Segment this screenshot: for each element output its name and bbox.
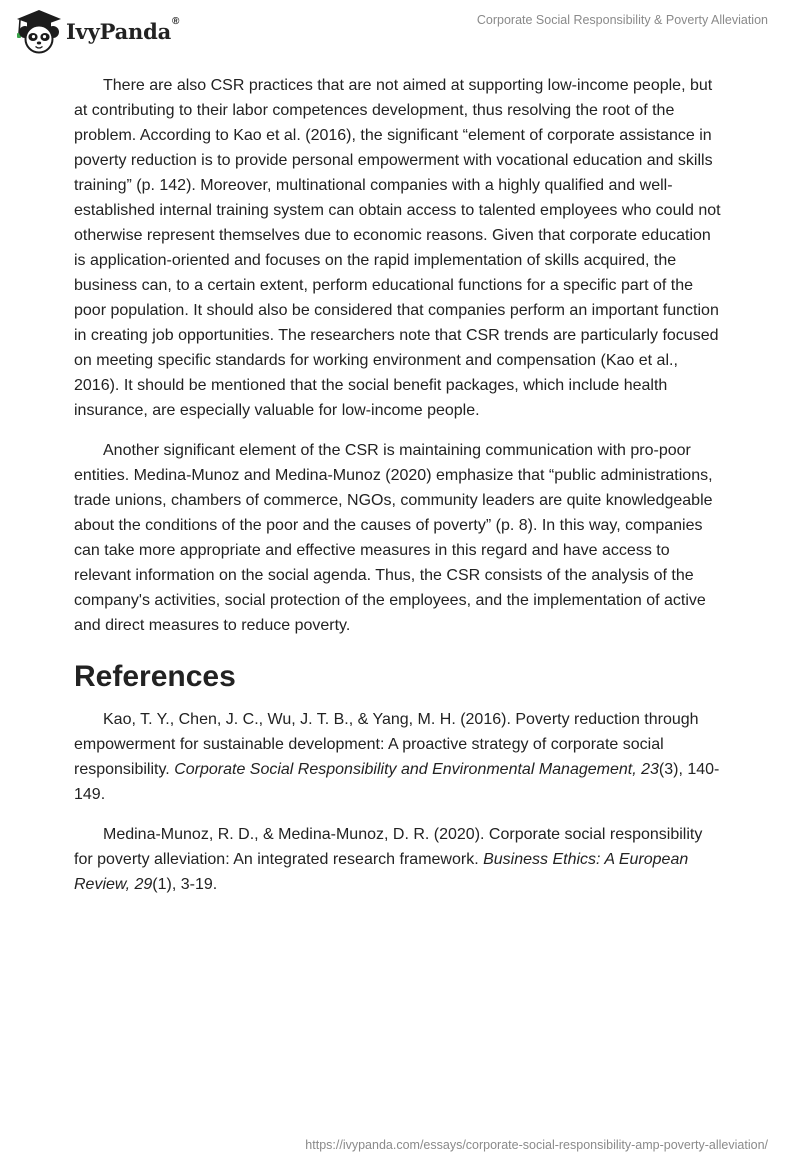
essay-content [74,73,724,912]
page-header [0,0,800,60]
panda-graduate-icon [14,8,64,54]
body-paragraph: There are also CSR practices that are not aimed at supporting low-income people, but at contributing to their labor competences development, thus resolving the root of the problem. According to Kao et al. (2016), the significant “element of corporate assistance in poverty reduction is to provide personal empowerment with vocational education and skills training” (p. 142). Moreover, multinational companies with a highly qualified and well-established internal training system can obtain access to talented employees who could not otherwise represent themselves due to economic reasons. Given that corporate education is application-oriented and focuses on the rapid implementation of skills acquired, the business can, to a certain extent, perform educational functions for a specific part of the poor population. It should also be considered that companies perform an important function in creating job opportunities. The researchers note that CSR trends are particularly focused on meeting specific standards for working environment and compensation (Kao et al., 2016). It should be mentioned that the social benefit packages, which include health insurance, are especially valuable for low-income people. [74,77,721,419]
brand-name: IvyPanda® [66,15,180,44]
registered-mark: ® [172,15,180,27]
reference-entry [74,707,724,807]
reference-journal: Business Ethics: A European Review, 29 [74,851,689,893]
body-paragraph: Another significant element of the CSR is maintaining communication with pro-poor entities. Medina-Munoz and Medina-Munoz (2020) emphasize that “public administrations, trade unions, chambers of commerce, NGOs, community leaders are quite knowledgeable about the conditions of the poor and the causes of poverty” (p. 8). In this way, companies can take more appropriate and effective measures in this regard and have access to relevant information on the social agenda. Thus, the CSR consists of the analysis of the company's activities, social protection of the employees, and the implementation of active and direct measures to reduce poverty. [74,442,713,634]
reference-text: Medina-Munoz, R. D., & Medina-Munoz, D. R. (2020). Corporate social responsibility for poverty alleviation: An integrated research framework. [74,826,703,868]
reference-text: Kao, T. Y., Chen, J. C., Wu, J. T. B., & Yang, M. H. (2016). Poverty reduction through empowerment for sustainable development: A proactive strategy of corporate social responsibility. [74,711,699,778]
brand-logo[interactable] [14,8,179,54]
source-url[interactable]: https://ivypanda.com/essays/corporate-social-responsibility-amp-poverty-alleviation/ [305,1138,768,1152]
reference-entry [74,822,724,897]
reference-journal: Corporate Social Responsibility and Environmental Management, 23 [174,761,659,778]
reference-issue: (1), 3-19. [152,876,218,893]
document-title: Corporate Social Responsibility & Poverty Alleviation [476,13,768,27]
reference-issue: (3), 140-149. [74,761,720,803]
references-heading: References [74,660,236,693]
